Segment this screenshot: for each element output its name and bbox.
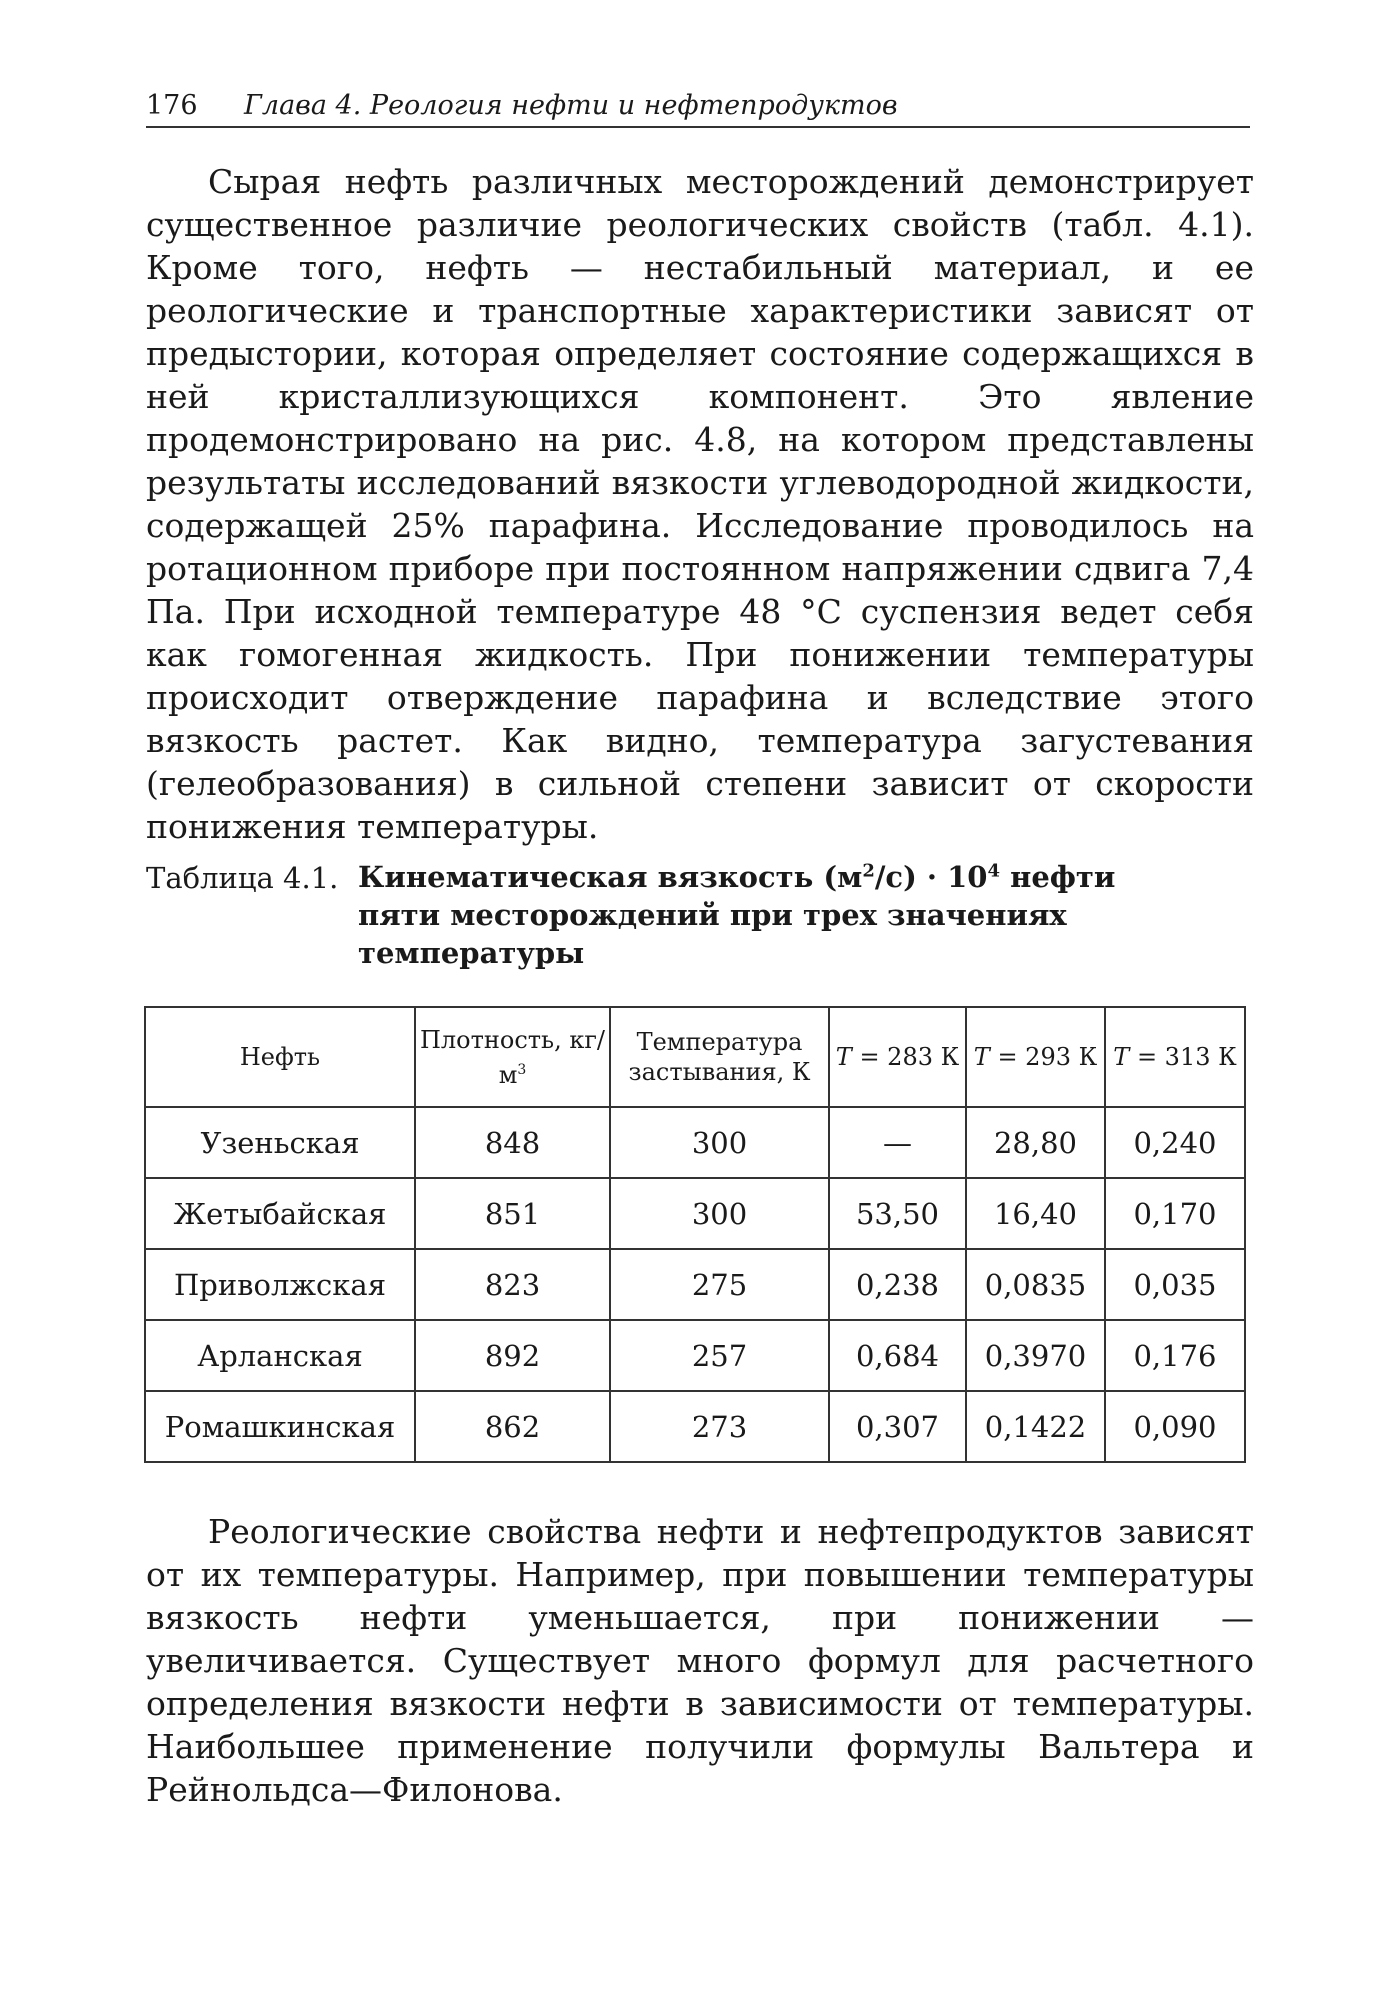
cell-t293: 0,0835 <box>966 1249 1105 1320</box>
cell-pour-point: 300 <box>610 1178 829 1249</box>
cell-t313: 0,240 <box>1105 1107 1245 1178</box>
cell-oil-name: Арланская <box>145 1320 415 1391</box>
body-paragraph-1: Сырая нефть различных месторождений демонстрирует существенное различие реологических свойств (табл. 4.1). Кроме того, нефть — нестабильный материал, и ее реологические и транспортные характеристики зависят от предыстории, которая определяет состояние содержащихся в ней кристаллизующихся компонент. Это явление продемонстрировано на рис. 4.8, на котором представлены результаты исследований вязкости углеводородной жидкости, содержащей 25% парафина. Исследование проводилось на ротационном приборе при постоянном напряжении сдвига 7,4 Па. При исходной температуре 48 °С суспензия ведет себя как гомогенная жидкость. При понижении температуры происходит отверждение парафина и вследствие этого вязкость растет. Как видно, температура загустевания (гелеобразования) в сильной степени зависит от скорости понижения температуры. <box>146 162 1254 846</box>
cell-t293: 28,80 <box>966 1107 1105 1178</box>
table-row <box>145 1178 1245 1249</box>
header-pour-point: Температура застывания, К <box>610 1007 829 1107</box>
cell-t293: 16,40 <box>966 1178 1105 1249</box>
cell-oil-name: Ромашкинская <box>145 1391 415 1462</box>
table-row <box>145 1391 1245 1462</box>
header-t283: T = 283 К <box>829 1007 966 1107</box>
cell-pour-point: 300 <box>610 1107 829 1178</box>
cell-t313: 0,176 <box>1105 1320 1245 1391</box>
table-header-row <box>145 1007 1245 1107</box>
running-header <box>146 88 1250 128</box>
header-oil: Нефть <box>145 1007 415 1107</box>
cell-t293: 0,1422 <box>966 1391 1105 1462</box>
cell-density: 823 <box>415 1249 610 1320</box>
cell-t283: 0,307 <box>829 1391 966 1462</box>
cell-t283: 0,684 <box>829 1320 966 1391</box>
table-row <box>145 1320 1245 1391</box>
cell-pour-point: 257 <box>610 1320 829 1391</box>
cell-t283: 0,238 <box>829 1249 966 1320</box>
cell-density: 851 <box>415 1178 610 1249</box>
body-paragraph-2: Реологические свойства нефти и нефтепродуктов зависят от их температуры. Например, при повышении температуры вязкость нефти уменьшается, при понижении — увеличивается. Существует много формул для расчетного определения вязкости нефти в зависимости от температуры. Наибольшее применение получили формулы Вальтера и Рейнольдса—Филонова. <box>146 1512 1254 1809</box>
table-label: Таблица 4.1. <box>146 861 339 895</box>
cell-pour-point: 275 <box>610 1249 829 1320</box>
cell-t313: 0,090 <box>1105 1391 1245 1462</box>
viscosity-table <box>144 1006 1246 1463</box>
cell-t313: 0,170 <box>1105 1178 1245 1249</box>
cell-oil-name: Приволжская <box>145 1249 415 1320</box>
cell-t293: 0,3970 <box>966 1320 1105 1391</box>
cell-density: 862 <box>415 1391 610 1462</box>
cell-t283: — <box>829 1107 966 1178</box>
running-title: Глава 4. Реология нефти и нефтепродуктов <box>244 90 898 121</box>
header-t293: T = 293 К <box>966 1007 1105 1107</box>
cell-pour-point: 273 <box>610 1391 829 1462</box>
table-row <box>145 1107 1245 1178</box>
cell-oil-name: Жетыбайская <box>145 1178 415 1249</box>
header-t313: T = 313 К <box>1105 1007 1245 1107</box>
cell-oil-name: Узеньская <box>145 1107 415 1178</box>
cell-t283: 53,50 <box>829 1178 966 1249</box>
page-number: 176 <box>146 90 198 121</box>
cell-density: 848 <box>415 1107 610 1178</box>
table-row <box>145 1249 1245 1320</box>
cell-t313: 0,035 <box>1105 1249 1245 1320</box>
table-title: Кинематическая вязкость $(м^2/с) \cdot 10^4$ нефти пяти месторождений при трех значениях температуры <box>358 860 1116 970</box>
cell-density: 892 <box>415 1320 610 1391</box>
header-density: Плотность, $кг/м^3$ <box>415 1007 610 1107</box>
